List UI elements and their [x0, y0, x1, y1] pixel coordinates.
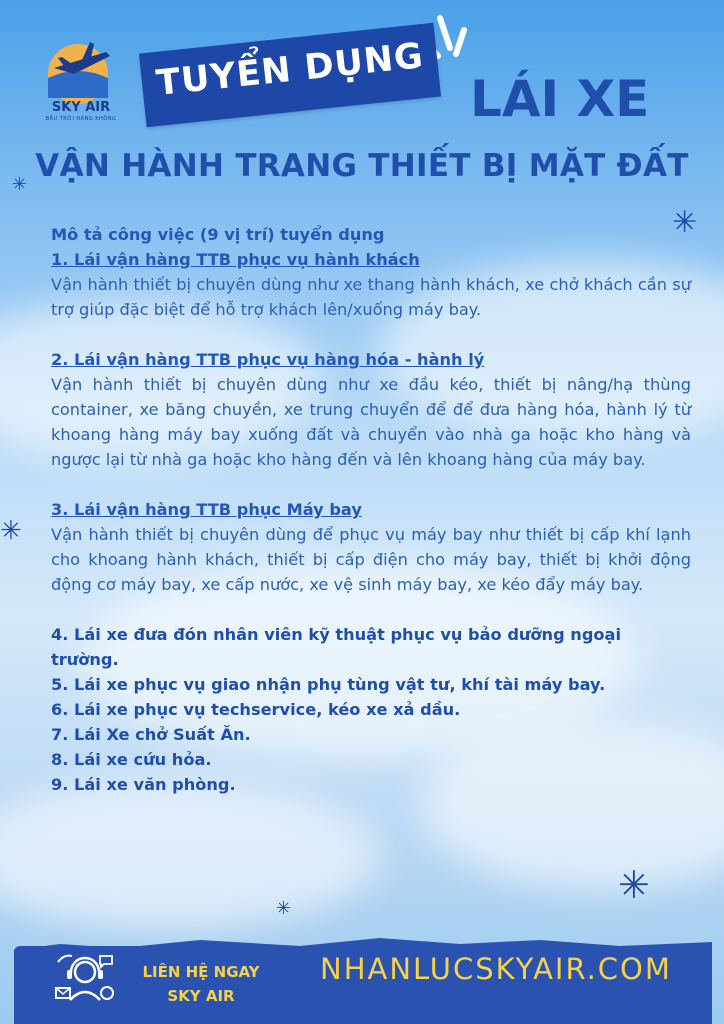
contact-line-2: SKY AIR — [167, 987, 235, 1005]
position-desc: Vận hành thiết bị chuyên dùng để phục vụ máy bay như thiết bị cấp khí lạnh cho khoang hành khách, thiết bị cấp điện cho máy bay, thiết bị khởi động động cơ máy bay, xe cấp nước, xe vệ sinh máy bay, xe kéo đẩy máy bay. — [51, 525, 691, 594]
website-link[interactable]: NHANLUCSKYAIR.COM — [320, 952, 672, 986]
star-icon: ✳ — [276, 898, 292, 919]
contact-headset-icon — [54, 948, 116, 1010]
cloud — [0, 780, 380, 930]
job-description — [51, 222, 691, 797]
star-icon: ✳ — [618, 863, 650, 907]
position-desc: Vận hành thiết bị chuyên dùng như xe thang hành khách, xe chở khách cần sự trợ giúp đặc biệt để hỗ trợ khách lên/xuống máy bay. — [51, 275, 691, 319]
star-icon: ✳ — [0, 516, 22, 546]
list-item: 7. Lái Xe chở Suất Ăn. — [51, 725, 251, 744]
list-item: 5. Lái xe phục vụ giao nhận phụ tùng vật tư, khí tài máy bay. — [51, 675, 606, 694]
contact-line-1: LIÊN HỆ NGAY — [142, 963, 260, 981]
position-desc: Vận hành thiết bị chuyên dùng như xe đầu kéo, thiết bị nâng/hạ thùng container, xe băng chuyền, xe trung chuyển để để đưa hàng hóa, hành lý từ khoang hàng máy bay xuống đất và chuyển vào nhà ga hoặc kho hàng và ngược lại từ nhà ga hoặc kho hàng đến và lên khoang hàng của máy bay. — [51, 375, 691, 469]
brand-name: SKY AIR — [51, 100, 111, 115]
list-item: 9. Lái xe văn phòng. — [51, 775, 236, 794]
banner-title: TUYỂN DỤNG — [154, 36, 426, 104]
headline: LÁI XE — [470, 70, 650, 128]
brand-tagline: BẦU TRỜI HÀNG KHÔNG — [45, 116, 117, 122]
list-item: 6. Lái xe phục vụ techservice, kéo xe xả dầu. — [51, 700, 461, 719]
list-item: 4. Lái xe đưa đón nhân viên kỹ thuật phục vụ bảo dưỡng ngoại trường. — [51, 625, 622, 669]
position-title: 2. Lái vận hàng TTB phục vụ hàng hóa - hành lý — [51, 350, 485, 369]
position-title: 3. Lái vận hàng TTB phục Máy bay — [51, 500, 362, 519]
subheadline: VẬN HÀNH TRANG THIẾT BỊ MẶT ĐẤT — [35, 148, 689, 184]
star-icon: ✳ — [672, 205, 698, 240]
contact-label — [126, 960, 276, 1008]
star-icon: ✳ — [12, 174, 28, 195]
intro: Mô tả công việc (9 vị trí) tuyển dụng — [51, 225, 385, 244]
position-title: 1. Lái vận hàng TTB phục vụ hành khách — [51, 250, 420, 269]
list-item: 8. Lái xe cứu hỏa. — [51, 750, 212, 769]
